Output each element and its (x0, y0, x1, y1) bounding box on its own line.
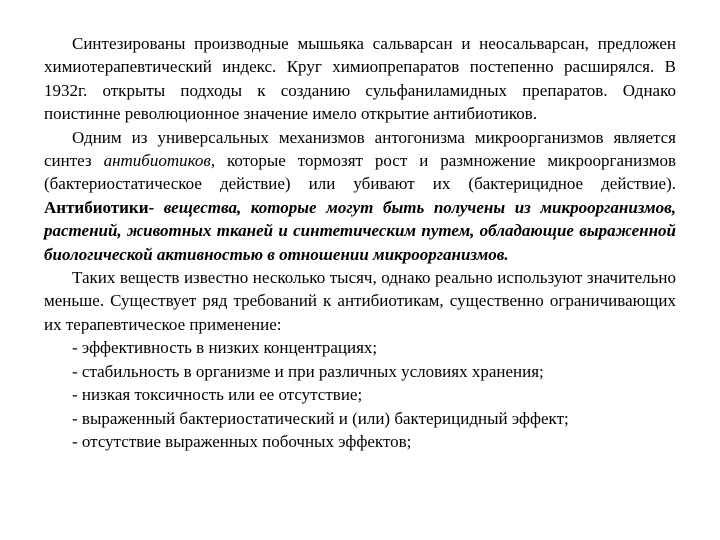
italic-term-antibiotics: антибиотиков (103, 151, 211, 171)
definition-text: вещества, которые могут быть получены из микроорганизмов, растений, животных тканей и синтетическим путем, обладающие выраженной биологической активностью в отношении микроорганизмов. (44, 197, 676, 264)
paragraph-antibiotics-definition (44, 126, 676, 266)
requirements-list (44, 336, 676, 453)
paragraph-history: Синтезированы производные мышьяка сальварсан и неосальварсан, предложен химиотерапевтический индекс. Круг химиопрепаратов постепенно расширялся. В 1932г. открыты подходы к созданию сульфаниламидных препаратов. Однако поистинне революционное значение имело открытие антибиотиков. (44, 34, 676, 124)
paragraph-requirements-intro: Таких веществ известно несколько тысяч, однако реально используют значительно меньше. Существует ряд требований к антибиотикам, существенно ограничивающих их терапевтическое применение: (44, 268, 676, 334)
list-item: - стабильность в организме и при различных условиях хранения; (72, 361, 544, 381)
list-item: - эффективность в низких концентрациях; (72, 338, 378, 358)
list-item: - низкая токсичность или ее отсутствие; (72, 385, 363, 405)
list-item: - выраженный бактериостатический и (или) бактерицидный эффект; (72, 408, 569, 428)
definition-term: Антибиотики- (44, 197, 155, 217)
list-item: - отсутствие выраженных побочных эффектов; (72, 431, 412, 451)
paragraph-text-1: Одним из универсальных механизмов антогонизма микроорганизмов является синтез (44, 127, 676, 171)
paragraph-text-2: , которые тормозят рост и размножение микроорганизмов (бактериостатическое действие) или убивают их (бактерицидное действие). (44, 151, 677, 194)
